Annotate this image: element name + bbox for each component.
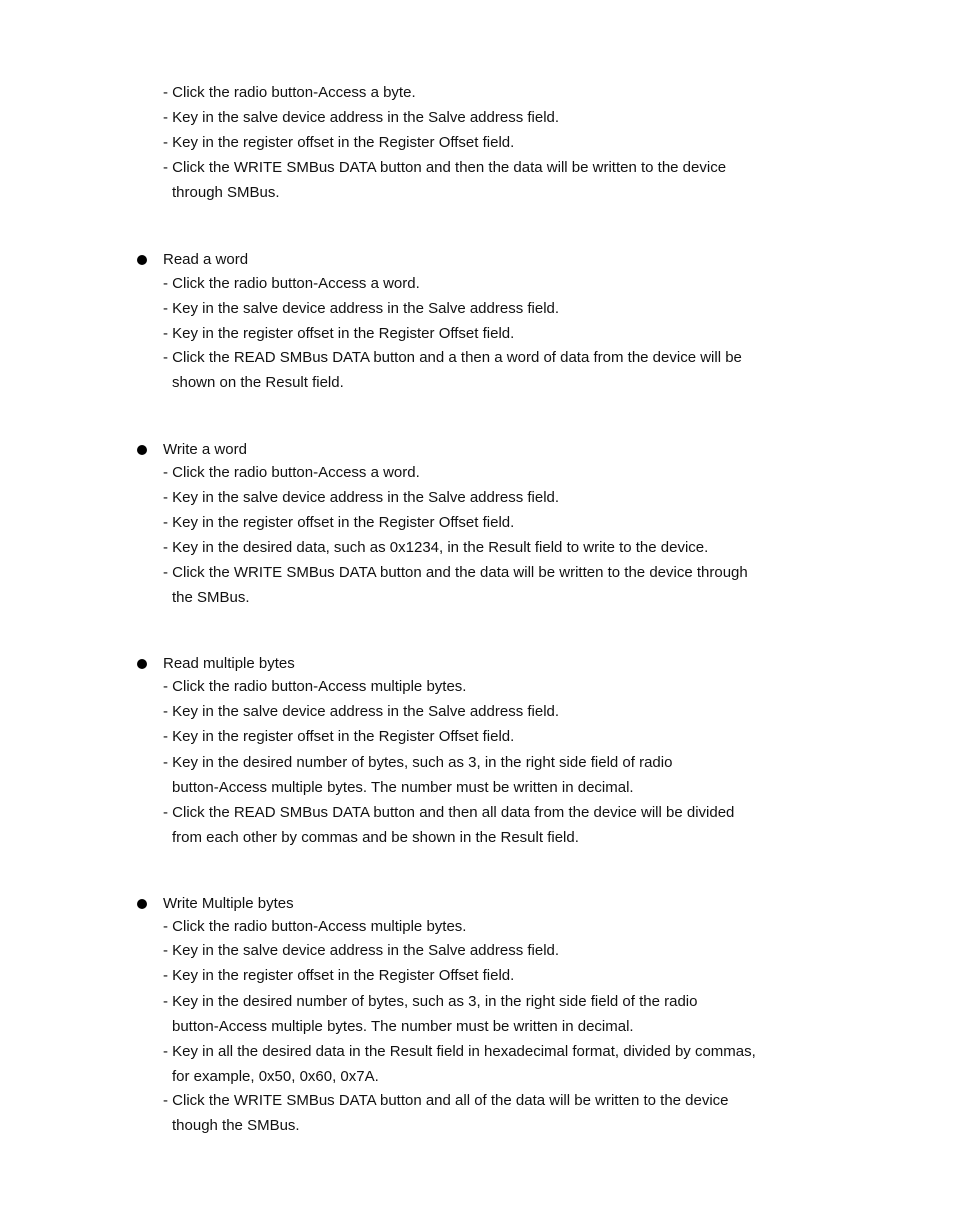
step-text-continued: through SMBus. — [172, 184, 280, 201]
step-text-continued: for example, 0x50, 0x60, 0x7A. — [172, 1068, 379, 1085]
step-text: - Click the radio button-Access a word. — [163, 275, 420, 292]
step-text: - Key in the salve device address in the Salve address field. — [163, 109, 560, 126]
step-text: - Key in the salve device address in the Salve address field. — [163, 942, 560, 959]
step-text: - Click the WRITE SMBus DATA button and the data will be written to the device through — [163, 564, 748, 581]
step-text: - Click the radio button-Access multiple bytes. — [163, 678, 467, 695]
step-text: - Key in the register offset in the Register Offset field. — [163, 134, 515, 151]
step-text-continued: button-Access multiple bytes. The number must be written in decimal. — [172, 1018, 634, 1035]
bullet-dot-icon — [137, 445, 147, 455]
step-text: - Key in the desired number of bytes, such as 3, in the right side field of the radio — [163, 993, 698, 1010]
bullet-dot-icon — [137, 659, 147, 669]
section-heading-text: Read multiple bytes — [163, 655, 295, 672]
step-text-continued: from each other by commas and be shown in the Result field. — [172, 829, 579, 846]
step-text: - Key in the register offset in the Register Offset field. — [163, 967, 515, 984]
bullet-dot-icon — [137, 899, 147, 909]
step-text-continued: shown on the Result field. — [172, 374, 344, 391]
step-text: - Key in the salve device address in the Salve address field. — [163, 300, 560, 317]
step-text-continued: though the SMBus. — [172, 1117, 300, 1134]
step-text: - Key in the register offset in the Register Offset field. — [163, 728, 515, 745]
step-text: - Key in all the desired data in the Result field in hexadecimal format, divided by commas, — [163, 1043, 756, 1060]
step-text: - Click the WRITE SMBus DATA button and all of the data will be written to the device — [163, 1092, 729, 1109]
section-heading-text: Write a word — [163, 441, 247, 458]
step-text: - Key in the desired number of bytes, such as 3, in the right side field of radio — [163, 754, 673, 771]
section-heading-text: Read a word — [163, 251, 249, 268]
step-text: - Key in the salve device address in the Salve address field. — [163, 489, 560, 506]
step-text: - Click the READ SMBus DATA button and then all data from the device will be divided — [163, 804, 735, 821]
step-text: - Click the WRITE SMBus DATA button and then the data will be written to the device — [163, 159, 727, 176]
step-text-continued: button-Access multiple bytes. The number must be written in decimal. — [172, 779, 634, 796]
bullet-dot-icon — [137, 255, 147, 265]
step-text: - Click the radio button-Access multiple bytes. — [163, 918, 467, 935]
step-text: - Click the radio button-Access a byte. — [163, 84, 416, 101]
step-text-continued: the SMBus. — [172, 589, 250, 606]
step-text: - Click the radio button-Access a word. — [163, 464, 420, 481]
step-text: - Key in the desired data, such as 0x1234, in the Result field to write to the device. — [163, 539, 709, 556]
step-text: - Key in the register offset in the Register Offset field. — [163, 514, 515, 531]
step-text: - Key in the register offset in the Register Offset field. — [163, 325, 515, 342]
step-text: - Key in the salve device address in the Salve address field. — [163, 703, 560, 720]
section-heading-text: Write Multiple bytes — [163, 895, 294, 912]
step-text: - Click the READ SMBus DATA button and a then a word of data from the device will be — [163, 349, 742, 366]
